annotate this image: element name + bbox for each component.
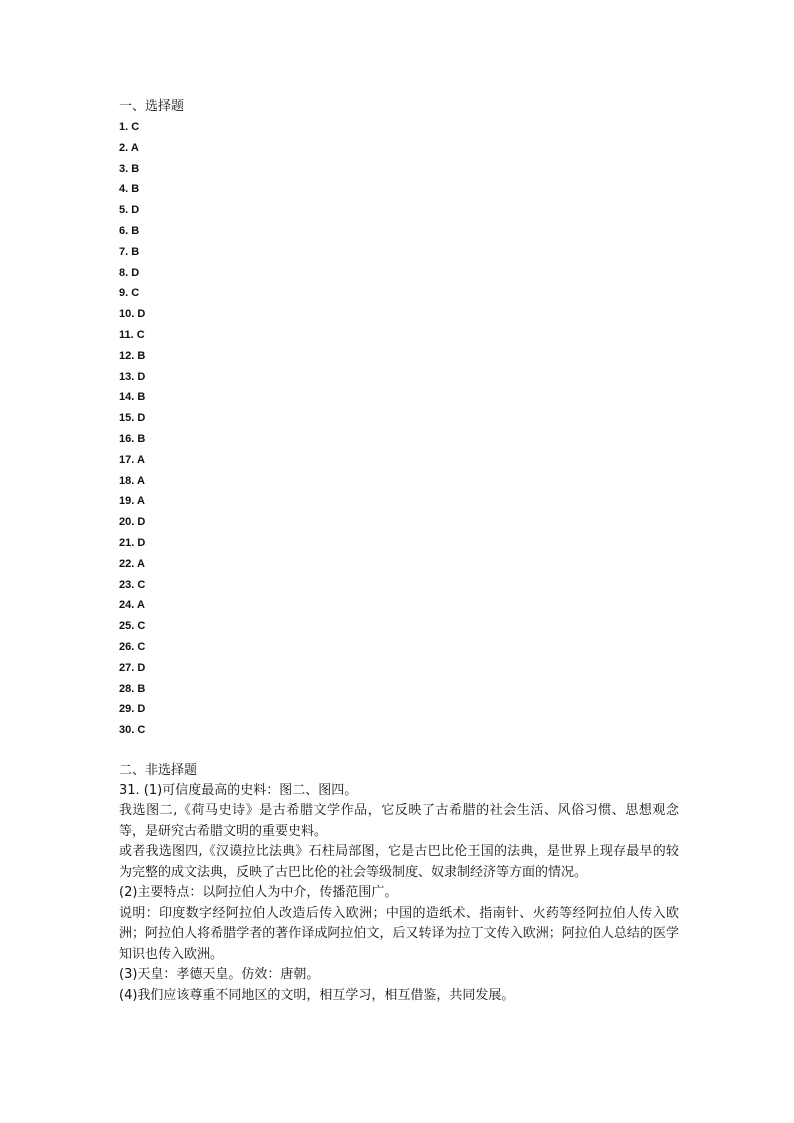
choice-answer-item: 17. A bbox=[119, 453, 145, 466]
choice-answer-item: 5. D bbox=[119, 204, 140, 217]
choice-answer-item: 19. A bbox=[119, 495, 145, 508]
answer-paragraph: 我选图二,《荷马史诗》是古希腊文学作品，它反映了古希腊的社会生活、风俗习惯、思想观念等，是研究古希腊文明的重要史料。 bbox=[119, 803, 679, 839]
choice-answer-list bbox=[119, 117, 679, 741]
choice-answer-item: 3. B bbox=[119, 162, 140, 175]
non-choice-answers bbox=[119, 781, 679, 1007]
choice-answer-item: 10. D bbox=[119, 308, 146, 321]
choice-answer-item: 15. D bbox=[119, 412, 146, 425]
section-gap bbox=[119, 741, 679, 761]
choice-answer-item: 25. C bbox=[119, 620, 146, 633]
choice-answer-item: 12. B bbox=[119, 349, 146, 362]
answer-paragraph: 或者我选图四,《汉谟拉比法典》石柱局部图，它是古巴比伦王国的法典，是世界上现存最早的较为完整的成文法典，反映了古巴比伦的社会等级制度、奴隶制经济等方面的情况。 bbox=[119, 844, 679, 880]
answer-paragraph: (2)主要特点：以阿拉伯人为中介，传播范围广。 bbox=[119, 885, 398, 901]
choice-answer-item: 21. D bbox=[119, 536, 146, 549]
choice-answer-item: 11. C bbox=[119, 328, 145, 341]
choice-answer-item: 2. A bbox=[119, 141, 139, 154]
choice-answer-item: 22. A bbox=[119, 557, 145, 570]
choice-answer-item: 13. D bbox=[119, 370, 146, 383]
answer-paragraph: (3)天皇：孝德天皇。仿效：唐朝。 bbox=[119, 967, 320, 983]
choice-answer-item: 20. D bbox=[119, 516, 146, 529]
choice-answer-item: 29. D bbox=[119, 703, 146, 716]
choice-answer-item: 9. C bbox=[119, 287, 140, 300]
answer-paragraph: 31. (1)可信度最高的史料：图二、图四。 bbox=[119, 782, 358, 798]
choice-answer-item: 18. A bbox=[119, 474, 145, 487]
choice-answer-item: 23. C bbox=[119, 578, 146, 591]
choice-answer-item: 27. D bbox=[119, 661, 146, 674]
choice-answer-item: 24. A bbox=[119, 599, 145, 612]
choice-answer-item: 26. C bbox=[119, 640, 146, 653]
choice-answer-item: 1. C bbox=[119, 121, 140, 133]
choice-answer-item: 8. D bbox=[119, 266, 140, 279]
choice-answer-item: 14. B bbox=[119, 391, 146, 404]
choice-answer-item: 30. C bbox=[119, 724, 146, 737]
choice-answer-item: 16. B bbox=[119, 432, 146, 445]
choice-answer-item: 4. B bbox=[119, 183, 140, 196]
answer-paragraph: (4)我们应该尊重不同地区的文明，相互学习，相互借鉴，共同发展。 bbox=[119, 987, 515, 1003]
choice-answer-item: 28. B bbox=[119, 682, 146, 695]
choice-answer-item: 7. B bbox=[119, 245, 140, 258]
section-title-choice: 一、选择题 bbox=[119, 99, 185, 114]
section-title-non-choice: 二、非选择题 bbox=[119, 762, 198, 778]
answer-paragraph: 说明：印度数字经阿拉伯人改造后传入欧洲；中国的造纸术、指南针、火药等经阿拉伯人传入欧洲；阿拉伯人将希腊学者的著作译成阿拉伯文，后又转译为拉丁文传入欧洲；阿拉伯人总结的医学知识也传入欧洲。 bbox=[119, 905, 679, 962]
answer-key bbox=[119, 97, 679, 1006]
choice-answer-item: 6. B bbox=[119, 224, 140, 237]
